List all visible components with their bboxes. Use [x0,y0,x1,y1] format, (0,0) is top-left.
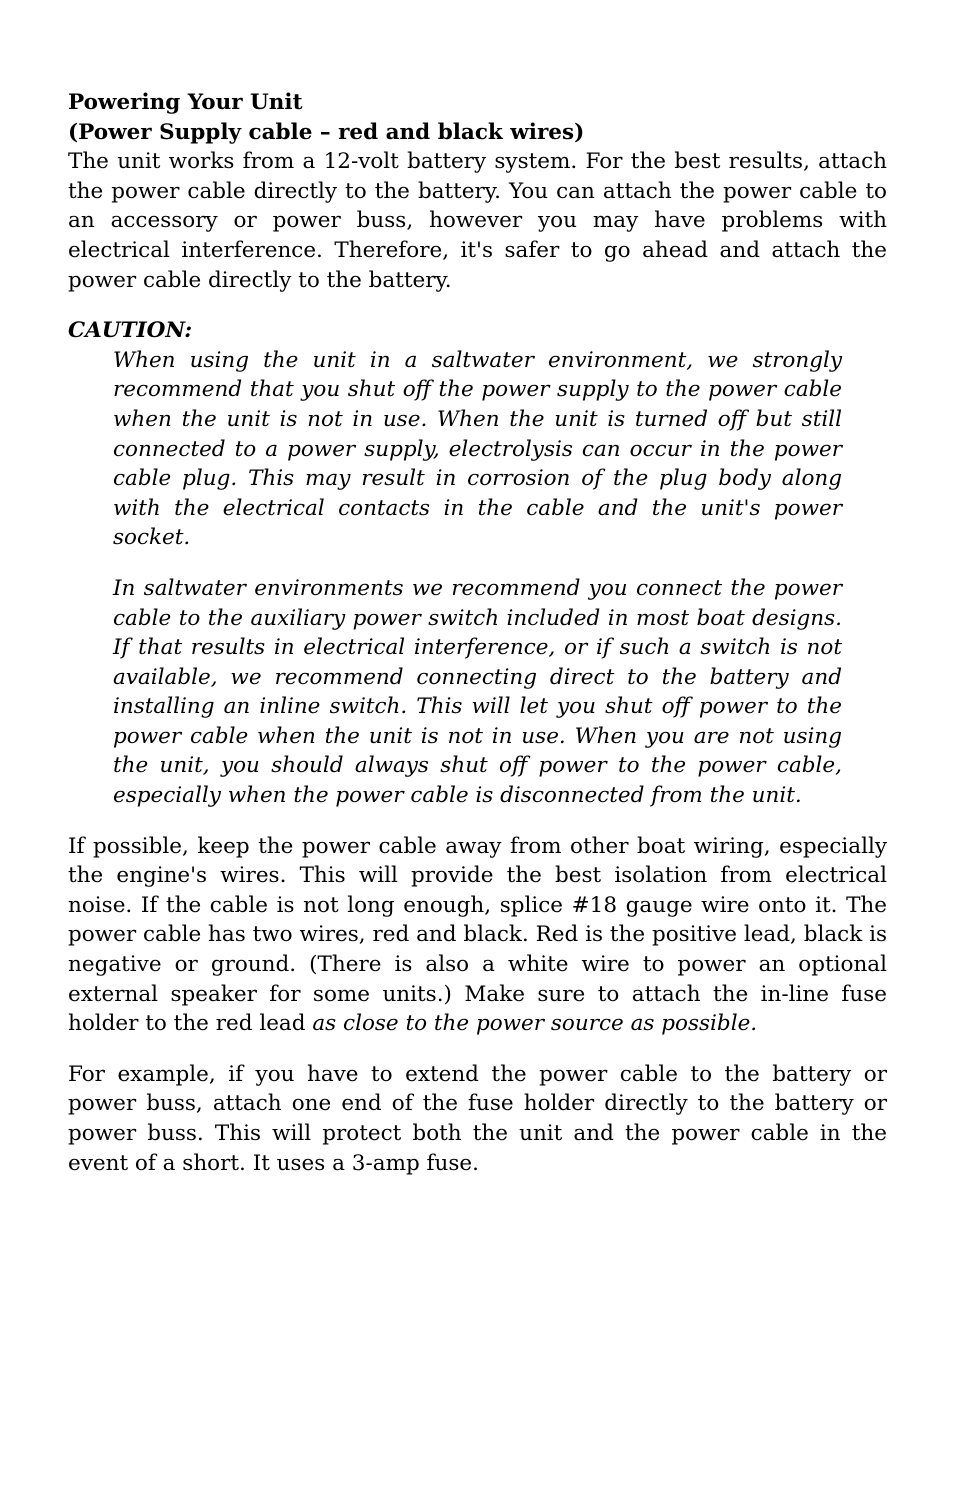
wiring-paragraph [68,832,887,1039]
caution-paragraph-1: When using the unit in a saltwater environment, we strongly recommend that you shut off the power supply to the power cable when the unit is not in use. When the unit is turned off but still connected to a power supply, electrolysis can occur in the power cable plug. This may result in corrosion of the plug body along with the electrical contacts in the cable and the unit's power socket. [113,347,842,551]
caution-paragraph-2: In saltwater environments we recommend you connect the power cable to the auxiliary power switch included in most boat designs. If that results in electrical interference, or if such a switch is not available, we recommend connecting direct to the battery and installing an inline switch. This will let you shut off power to the power cable when the unit is not in use. When you are not using the unit, you should always shut off power to the power cable, especially when the power cable is disconnected from the unit. [113,575,842,809]
intro-paragraph: The unit works from a 12-volt battery system. For the best results, attach the power cable directly to the battery. You can attach the power cable to an accessory or power buss, however you may have problems with electrical interference. Therefore, it's safer to go ahead and attach the power cable directly to the battery. [68,149,887,293]
wiring-emphasis: as close to the power source as possible. [312,1011,758,1037]
section-subtitle: (Power Supply cable – red and black wires) [68,119,585,145]
document-page [68,88,887,1178]
example-paragraph: For example, if you have to extend the power cable to the battery or power buss, attach one end of the fuse holder directly to the battery or power buss. This will protect both the unit and the power cable in the event of a short. It uses a 3-amp fuse. [68,1061,887,1176]
wiring-text: If possible, keep the power cable away from other boat wiring, especially the engine's wires. This will provide the best isolation from electrical noise. If the cable is not long enough, splice #18 gauge wire onto it. The power cable has two wires, red and black. Red is the positive lead, black is negative or ground. (There is also a white wire to power an optional external speaker for some units.) Make sure to attach the in-line fuse holder to the red lead [68,833,887,1037]
caution-label: CAUTION: [68,318,193,344]
section-title: Powering Your Unit [68,90,303,115]
